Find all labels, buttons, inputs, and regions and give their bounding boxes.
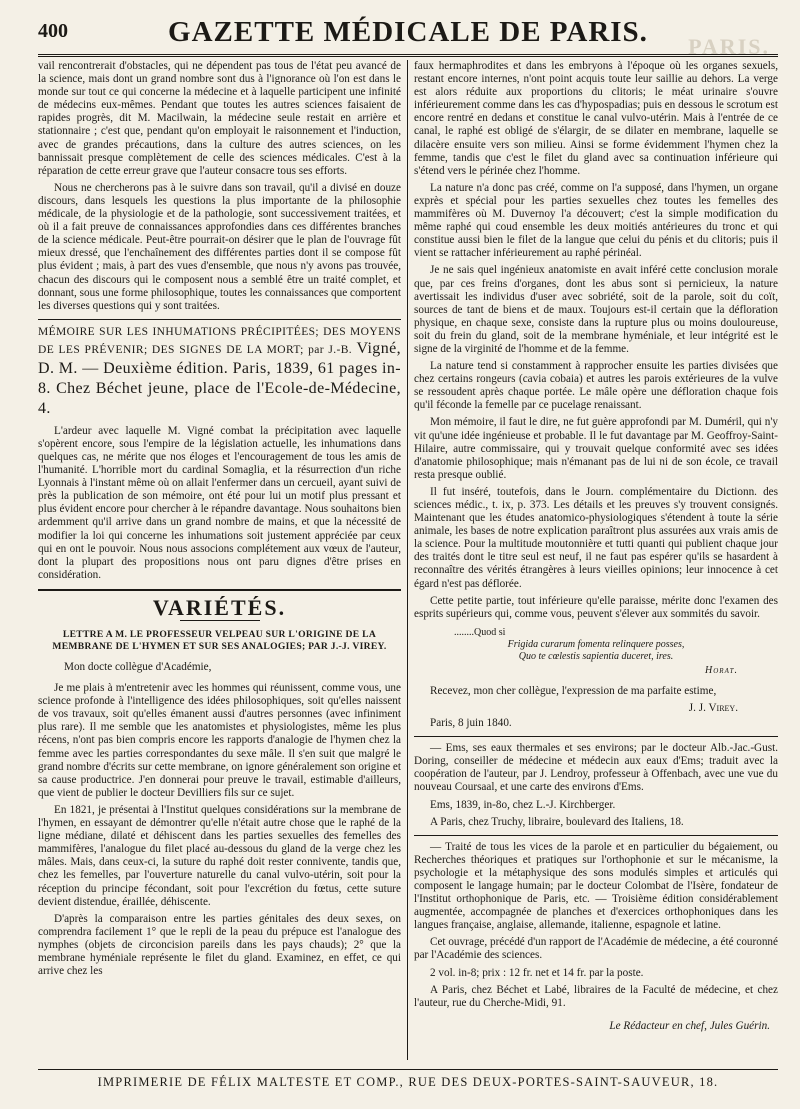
right-column [414, 60, 778, 1060]
quote-line: Frigida curarum fomenta relinquere posses, [507, 638, 685, 650]
notice-paragraph: A Paris, chez Béchet et Labé, libraires de la Faculté de médecine, et chez l'auteur, rue du Cherche-Midi, 91. [414, 983, 778, 1009]
salutation: Mon docte collègue d'Académie, [64, 661, 212, 673]
review-title-details: Vigné, D. M. — Deuxième édition. Paris, 1839, 61 pages in-8. Chez Béchet jeune, place de l'Ecole-de-Médecine, 4. [38, 339, 401, 417]
paragraph: Mon mémoire, il faut le dire, ne fut guère approfondi par M. Duméril, qui n'y vit qu'une idée ingénieuse et probable. Il le fut davantage par M. Geoffroy-Saint-Hilaire, autre commissaire, qui y trouvait quelque conformité avec ses idées d'anatomie philosophique; mais n'émanant pas de lui ni de son école, ce travail resta presque oublié. [414, 416, 778, 481]
notice-paragraph: 2 vol. in-8; prix : 12 fr. net et 14 fr. par la poste. [430, 966, 644, 979]
notice-paragraph: — Traité de tous les vices de la parole et en particulier du bégaiement, ou Recherches théoriques et pratiques sur l'orthophonie et sur le mécanisme, la psychologie et la métaphysique des sons modulés simples et articulés qui composent le langage humain; par le docteur Colombat de l'Isère, fondateur de l'Institut orthophonique de Paris, etc. — Troisième édition considérablement augmentée, accompagnée de planches et d'exercices orthophoniques dans les langues française, anglaise, allemande, italienne, espagnole et latine. [414, 840, 778, 932]
paragraph: La nature tend si constamment à rapprocher ensuite les parties divisées que chez certains rongeurs (cavia cobaia) et autres les parois extérieures de la vulve se ressoudent après chaque portée. Le mâle opère une défloration chaque fois qu'il féconde la femelle par ce pucelage renaissant. [414, 360, 778, 412]
paragraph: Cette petite partie, tout inférieure qu'elle paraisse, mérite donc l'examen des esprits supérieurs qui, comme vous, peuvent s'élever aux sommités du savoir. [414, 594, 778, 620]
notice-paragraph: — Ems, ses eaux thermales et ses environs; par le docteur Alb.-Jac.-Gust. Doring, conseiller de médecine et médecin aux eaux d'Ems; traduit avec la coopération de l'auteur, par J. Lendroy, professeur à Offenbach, avec une vue du nouveau Coursaal, et une carte des environs d'Ems. [414, 742, 778, 794]
paragraph: La nature n'a donc pas créé, comme on l'a supposé, dans l'hymen, un organe exprès et spécial pour les parties sexuelles chez toutes les femelles des mammifères où M. Duvernoy l'a découvert; c'est la simple modification du même raphé qui coud ensemble les deux moitiés antérieures du tronc et qui constitue aussi bien le filet de la langue que celui du pénis et du clitoris; puis il vient se rattacher inférieurement au raphé périnéal. [414, 181, 778, 260]
paragraph: Nous ne chercherons pas à le suivre dans son travail, qu'il a divisé en douze discours, dans lesquels les questions la plus importante de la philosophie médicale, de la physiologie et de la pathologie, sont successivement traitées, et où il a fait preuve de connaissances approfondies dans ces différentes branches de la science médicale. Peut-être pourrait-on désirer que le plan de l'ouvrage fût mieux dressé, que l'enchaînement des différentes parties dont il se compose fût plus évident ; mais, à part des vues d'ensemble, que nous n'y avons pas trouvée, chacun des discours qui le composent nous a semblé être un traité complet, et donnant, sous une forme philosophique, toutes les connaissances que comportent les diverses questions qui y sont traitées. [38, 181, 401, 312]
paragraph: Je me plais à m'entretenir avec les hommes qui réunissent, comme vous, une science profonde à l'intelligence des idées philosophiques, soit qu'elles naissent de vos travaux, soit qu'elles émanent aussi d'autres personnes (avec infiniment plus rare). Il me semble que les anatomistes et physiologistes, même les plus récens, n'ont pas bien compris encore les rapports d'analogie de l'hymen chez la femme avec les parties correspondantes du sexe mâle. Il s'en suit que malgré le grand nombre d'écrits sur cette membrane, on ignore généralement son origine et sa cause productrice. J'en donnerai pour preuve le travail, estimable d'ailleurs, que vient de publier le docteur Devilliers fils sur ce sujet. [38, 682, 401, 799]
newspaper-page [38, 14, 778, 1099]
journal-title: GAZETTE MÉDICALE DE PARIS. [168, 16, 648, 48]
divider [414, 736, 778, 737]
paragraph: En 1821, je présentai à l'Institut quelques considérations sur la membrane de l'hymen, en essayant de démontrer qu'elle n'était autre chose que le raphé de la ligne médiane, dilaté et déhiscent dans les parties sexuelles des femelles des mammifères, l'analogue du filet placé au-dessous du gland de la verge chez les mâles. Mais, dans ceux-ci, la suture du raphé doit rester connivente, tandis que, chez les femelles, par l'ouverture naturelle du canal vulvo-utérin, soit pour la réception du principe fécondant, soit pour l'excrétion du fœtus, cette suture devient distendue, éraillée, déhiscente. [38, 803, 401, 908]
paragraph: D'après la comparaison entre les parties génitales des deux sexes, on comprendra facilement 1° que le repli de la peau du prépuce est l'analogue des nymphes (objets de circoncision pareils dans les pays chauds); 2° que la membrane hyméniale représente le filet du gland. Examinez, en effet, ce qui arrive chez les [38, 912, 401, 978]
review-title [38, 325, 401, 419]
letter-title: LETTRE A M. LE PROFESSEUR VELPEAU SUR L'ORIGINE DE LA MEMBRANE DE L'HYMEN ET SUR SES ANALOGIES; PAR J.-J. VIREY. [52, 629, 387, 652]
notice-paragraph: Cet ouvrage, précédé d'un rapport de l'Académie de médecine, a été couronné par l'Académie des sciences. [414, 936, 778, 962]
divider [38, 319, 401, 320]
footer-rule [38, 1069, 778, 1070]
section-title: VARIÉTÉS. [152, 594, 287, 620]
latin-quote [414, 627, 778, 677]
review-title-caps: MÉMOIRE SUR LES INHUMATIONS PRÉCIPITÉES; DES MOYENS DE LES PRÉVENIR; DES SIGNES DE LA MORT; par J.-B. [38, 325, 401, 356]
column-rule [407, 60, 408, 1060]
page-number: 400 [38, 20, 68, 42]
closing-line: Recevez, mon cher collègue, l'expression de ma parfaite estime, [430, 684, 717, 697]
paragraph: L'ardeur avec laquelle M. Vigné combat la précipitation avec laquelle s'opèrent encore, sous l'empire de la législation actuelle, les inhumations dans quelques cas, ne mérite que nos éloges et l'encouragement de tous les amis de l'humanité. L'horrible mort du cardinal Somaglia, et la résurrection d'un riche Lyonnais à l'instant même où on allait l'enfermer dans un cercueil, ayant suivi de près la publication de son mémoire, ont été pour lui un motif plus pressant et plus évident encore pour chercher à le répandre davantage. Nous souhaitons bien ardemment qu'il arrive dans un grand nombre de mains, et que la nécessité de modifier la loi qui concerne les inhumations soit justement appréciée par ceux qui en ont le pouvoir. Nous nous associons complétement aux vœux de l'auteur, dont la plupart des propositions nous ont paru dignes d'être prises en considération. [38, 424, 401, 581]
notice-paragraph: A Paris, chez Truchy, libraire, boulevard des Italiens, 18. [430, 815, 684, 828]
title-rule [180, 620, 260, 621]
printer-imprint: IMPRIMERIE DE FÉLIX MALTESTE ET COMP., RUE DES DEUX-PORTES-SAINT-SAUVEUR, 18. [97, 1075, 719, 1089]
divider [38, 589, 401, 591]
left-column [38, 60, 401, 1060]
bleed-through-text: PARIS. [688, 34, 770, 59]
signature: J. J. Virey. [688, 701, 738, 714]
editor-signature: Le Rédacteur en chef, Jules Guérin. [609, 1019, 770, 1032]
article-columns [38, 60, 778, 1060]
paragraph: Je ne sais quel ingénieux anatomiste en avait inféré cette conclusion morale que, par ces freins d'organes, dont les abus sont si pernicieux, la nature avertissait les individus d'user avec sobriété, soit de la parole, soit du coït, sources de tant de biens et de maux. Toujours est-il certain que la défloration physique, en chaque sexe, consiste dans la rupture plus ou moins douloureuse, soit du frein du gland, soit de la membrane hyméniale, et leur intégrité est le signe de la virginité de l'homme et de la femme. [414, 264, 778, 355]
paragraph: Il fut inséré, toutefois, dans le Journ. complémentaire du Dictionn. des sciences médic., t. ix, p. 373. Les détails et les preuves s'y trouvent consignés. Maintenant que les études anatomico-physiologiques s'étendent à toute la série animale, les bases de notre explication paraîtront plus assurées aux vrais amis de la science. Pour la multitude moutonnière et tutti quanti qui publient chaque jour des traités dont le titre seul est neuf, il ne faut pas espérer qu'ils se hasardent à reconnaître des vérités étrangères à leurs vieilles opinions; leur innocence à cet égard n'est pas déflorée. [414, 485, 778, 590]
quote-author: Horat. [705, 664, 738, 676]
notice-paragraph: Ems, 1839, in-8o, chez L.-J. Kirchberger. [430, 798, 616, 811]
divider [414, 835, 778, 836]
quote-line: ........Quod si [454, 626, 506, 638]
place-date: Paris, 8 juin 1840. [430, 717, 512, 730]
paragraph: vail rencontrerait d'obstacles, qui ne dépendent pas tous de l'état peu avancé de la science, mais dont un grand nombre sont dus à l'ignorance où l'on est dans le monde sur tout ce qui concerne la médecine et à laquelle participent une infinité de médecins eux-mêmes. Pendant que toutes les autres sciences faisaient de rapides progrès, dit M. Macilwain, la médecine seule restait en arrière et stationnaire ; c'est que, pendant qu'on employait le raisonnement et l'induction, avec de grandes précautions, dans la culture des autres sciences, on les bannissait presque complètement de celle des sciences médicales. C'est à la réparation de cette erreur grave que l'auteur consacre tous ses efforts. [38, 60, 401, 177]
masthead [38, 14, 778, 57]
paragraph: faux hermaphrodites et dans les embryons à l'époque où les organes sexuels, restant encore internes, n'ont point acquis toute leur saillie au dehors. La verge est alors réduite aux proportions du clitoris; le méat urinaire s'ouvre inférieurement comme dans les cas d'hypospadias; puis en dessous le scrotum est encore rentré en dedans et constitue le canal vulvo-utérin. Mais à l'entrée de ce canal, le raphé est obligé de s'élargir, de se dilater en membrane, laquelle se dilacère ensuite vers son milieu. Ainsi se forme évidemment l'hymen chez la femme, tandis que c'est le filet du gland avec sa continuation inférieure qui s'étend vers le périnée chez l'homme. [414, 60, 778, 177]
quote-line: Quo te cœlestis sapientia duceret, ires. [518, 650, 674, 662]
